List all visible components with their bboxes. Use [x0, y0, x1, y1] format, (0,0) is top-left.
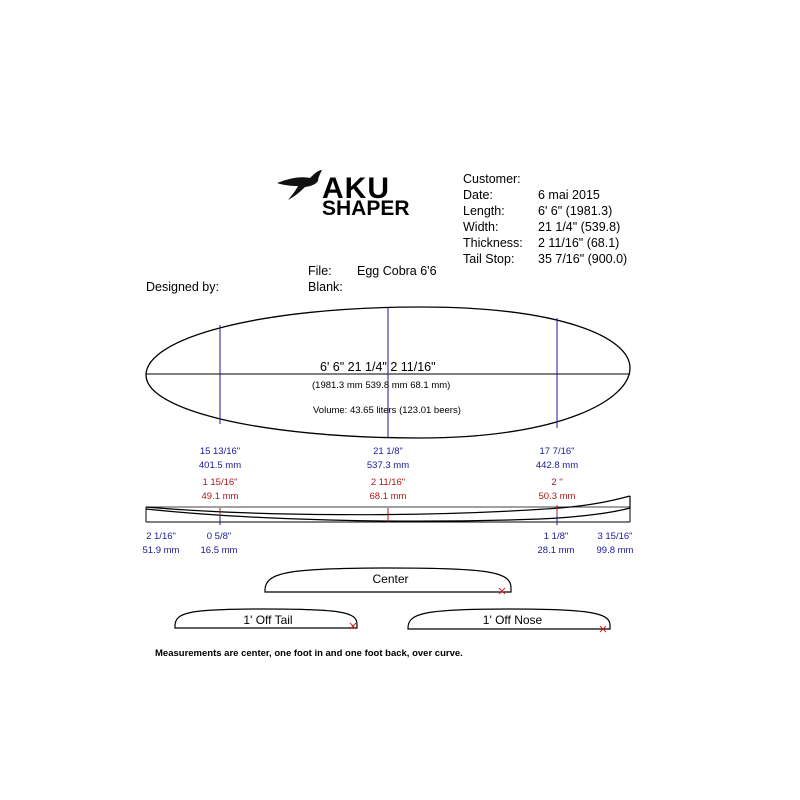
- rocker-1ft-tail: [194, 530, 244, 558]
- file-value: Egg Cobra 6'6: [357, 264, 437, 278]
- width-nose: [527, 445, 587, 473]
- thickness-nose: [527, 476, 587, 504]
- width-center-in: 21 1/8": [373, 446, 403, 457]
- width-tail: [190, 445, 250, 473]
- date-value: 6 mai 2015: [538, 188, 600, 202]
- thickness-nose-mm: 50.3 mm: [538, 491, 576, 502]
- rocker-nose-mm: 99.8 mm: [596, 545, 634, 556]
- width-center-mm: 537.3 mm: [366, 460, 410, 471]
- slice-nose-label: 1' Off Nose: [482, 613, 543, 627]
- tail-stop-value: 35 7/16" (900.0): [538, 252, 628, 266]
- slice-center-marker-icon: [499, 588, 505, 594]
- rocker-tail: [136, 530, 186, 558]
- customer-label: Customer:: [463, 172, 521, 186]
- rocker-nose: [589, 530, 641, 558]
- outline-volume: Volume: 43.65 liters (123.01 beers): [313, 405, 461, 416]
- rocker-tail-in: 2 1/16": [146, 531, 176, 542]
- width-nose-in: 17 7/16": [539, 446, 575, 457]
- thickness-value: 2 11/16" (68.1): [538, 236, 620, 250]
- thickness-label: Thickness:: [463, 236, 523, 250]
- blank-label: Blank:: [308, 280, 343, 294]
- width-label: Width:: [463, 220, 499, 234]
- width-value: 21 1/4" (539.8): [538, 220, 621, 234]
- thickness-tail: [190, 476, 250, 504]
- length-label: Length:: [463, 204, 505, 218]
- bird-logo-icon: [277, 170, 322, 200]
- tail-stop-label: Tail Stop:: [463, 252, 515, 266]
- rocker-1ft-nose: [531, 530, 581, 558]
- length-value: 6' 6" (1981.3): [538, 204, 613, 218]
- outline-dims-imperial: 6' 6" 21 1/4" 2 11/16": [320, 360, 436, 374]
- width-tail-mm: 401.5 mm: [198, 460, 242, 471]
- thickness-nose-in: 2 ": [551, 477, 563, 488]
- thickness-center: [358, 476, 418, 504]
- designed-by-label: Designed by:: [146, 280, 219, 294]
- rocker-1ft-nose-in: 1 1/8": [543, 531, 569, 542]
- thickness-tail-mm: 49.1 mm: [201, 491, 239, 502]
- thickness-tail-in: 1 15/16": [202, 477, 238, 488]
- logo-shaper-text: SHAPER: [322, 197, 410, 220]
- rocker-tail-mm: 51.9 mm: [142, 545, 180, 556]
- rocker-nose-in: 3 15/16": [597, 531, 633, 542]
- slice-tail-label: 1' Off Tail: [243, 613, 293, 627]
- logo-aku-text: AKU: [322, 172, 390, 205]
- thickness-center-mm: 68.1 mm: [369, 491, 407, 502]
- outline-dims-metric: (1981.3 mm 539.8 mm 68.1 mm): [312, 380, 451, 391]
- date-label: Date:: [463, 188, 493, 202]
- rocker-1ft-tail-in: 0 5/8": [206, 531, 232, 542]
- thickness-center-in: 2 11/16": [370, 477, 406, 488]
- width-center: [358, 445, 418, 473]
- footnote: Measurements are center, one foot in and one foot back, over curve.: [155, 648, 463, 659]
- file-label: File:: [308, 264, 332, 278]
- width-nose-mm: 442.8 mm: [535, 460, 579, 471]
- rocker-1ft-nose-mm: 28.1 mm: [537, 545, 575, 556]
- rocker-1ft-tail-mm: 16.5 mm: [200, 545, 238, 556]
- slice-center-label: Center: [372, 572, 409, 586]
- width-tail-in: 15 13/16": [199, 446, 241, 457]
